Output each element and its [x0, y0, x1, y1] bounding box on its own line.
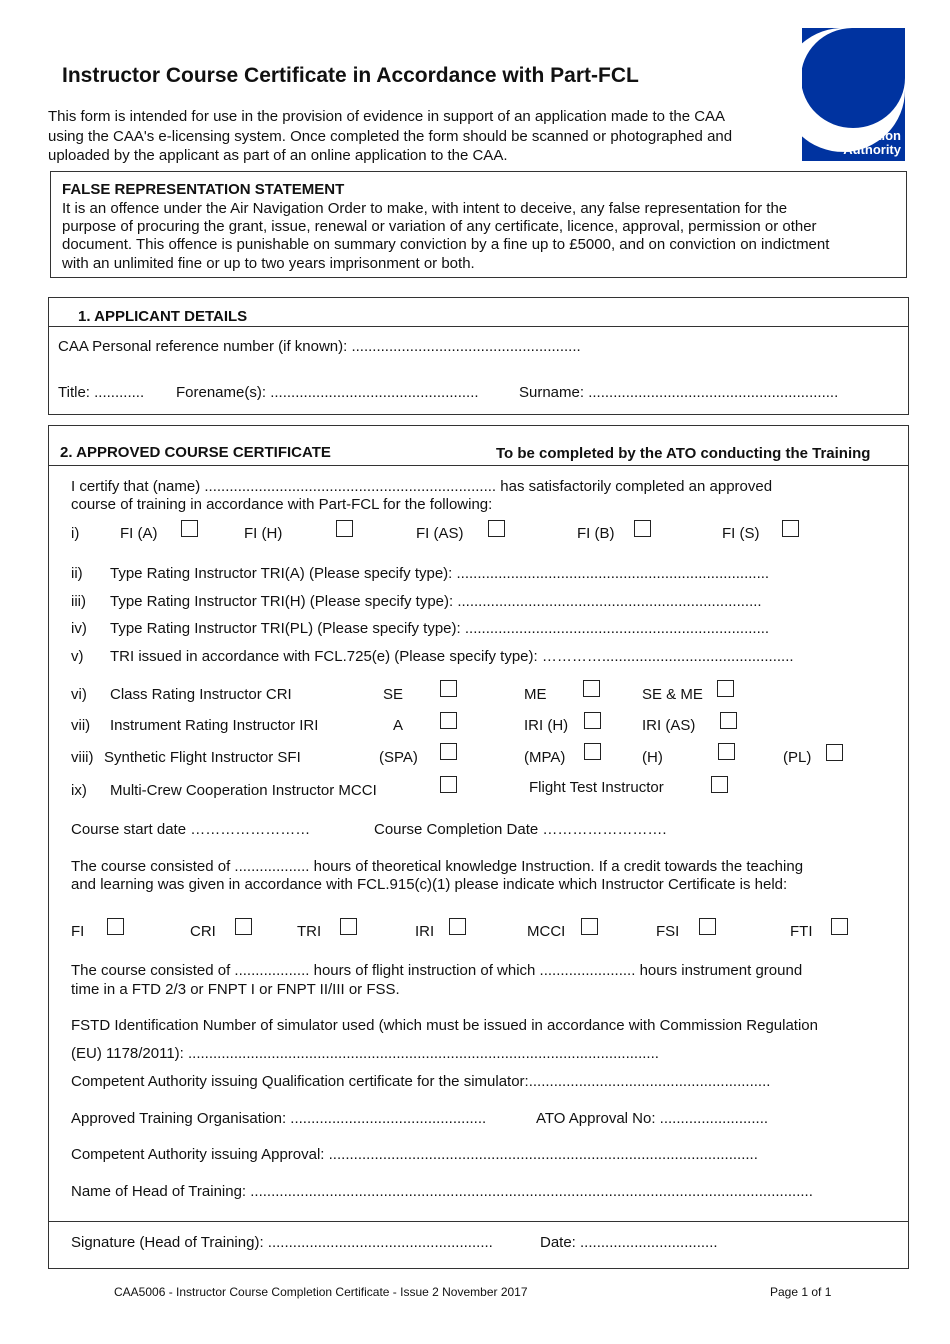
competent-authority-approval-field[interactable]: Competent Authority issuing Approval: .......................................................................................................	[71, 1146, 758, 1163]
section1-divider	[48, 326, 909, 327]
row-i-num: i)	[71, 525, 80, 542]
held-cri-checkbox[interactable]	[235, 918, 252, 935]
fi-h-checkbox[interactable]	[336, 520, 353, 537]
fi-h-label: FI (H)	[244, 525, 283, 542]
iri-as-checkbox[interactable]	[720, 712, 737, 729]
fi-b-label: FI (B)	[577, 525, 615, 542]
iri-as-label: IRI (AS)	[642, 717, 696, 734]
iri-a-checkbox[interactable]	[440, 712, 457, 729]
cri-me-checkbox[interactable]	[583, 680, 600, 697]
theory-hours-line-2: and learning was given in accordance with FCL.915(c)(1) please indicate which Instructor Certificate is held:	[71, 876, 788, 893]
sfi-mpa-checkbox[interactable]	[584, 743, 601, 760]
fstd-line-1: FSTD Identification Number of simulator used (which must be issued in accordance with Commission Regulation	[71, 1017, 818, 1034]
fi-a-checkbox[interactable]	[181, 520, 198, 537]
section2-heading: 2. APPROVED COURSE CERTIFICATE	[60, 444, 331, 461]
intro-line-1: This form is intended for use in the provision of evidence in support of an application made to the CAA	[48, 108, 726, 125]
sfi-spa-label: (SPA)	[379, 749, 418, 766]
section2-heading-right: To be completed by the ATO conducting the Training	[496, 445, 871, 462]
iri-a-label: A	[393, 717, 404, 734]
sfi-label: Synthetic Flight Instructor SFI	[104, 749, 301, 766]
row-iv-num: iv)	[71, 620, 87, 637]
held-cri-label: CRI	[190, 923, 216, 940]
iri-h-checkbox[interactable]	[584, 712, 601, 729]
fi-s-label: FI (S)	[722, 525, 760, 542]
false-statement-line-4: with an unlimited fine or up to two years imprisonment or both.	[62, 255, 475, 272]
caa-reference-field[interactable]: CAA Personal reference number (if known): .......................................................	[58, 338, 581, 355]
course-start-date-field[interactable]: Course start date ……………………	[71, 821, 311, 838]
course-completion-date-field[interactable]: Course Completion Date …………………….	[374, 821, 667, 838]
held-tri-label: TRI	[297, 923, 322, 940]
section1-heading: 1. APPLICANT DETAILS	[78, 308, 248, 325]
intro-line-2: using the CAA's e-licensing system. Once completed the form should be scanned or photographed and	[48, 128, 733, 145]
row-vi-num: vi)	[71, 686, 87, 703]
tri-fcl725-field[interactable]: TRI issued in accordance with FCL.725(e) (Please specify type): …………..............................................	[110, 648, 794, 665]
cri-label: Class Rating Instructor CRI	[110, 686, 292, 703]
flight-hours-line-1[interactable]: The course consisted of .................. hours of flight instruction of which ....................... hours instrument ground	[71, 962, 803, 979]
row-v-num: v)	[71, 648, 84, 665]
signature-divider	[48, 1221, 909, 1222]
held-fi-label: FI	[71, 923, 85, 940]
fstd-id-field[interactable]: (EU) 1178/2011): .................................................................................................................	[71, 1045, 659, 1062]
fti-label: Flight Test Instructor	[529, 779, 664, 796]
iri-h-label: IRI (H)	[524, 717, 569, 734]
tri-pl-field[interactable]: Type Rating Instructor TRI(PL) (Please specify type): .........................................................................	[110, 620, 770, 637]
head-of-training-name-field[interactable]: Name of Head of Training: .......................................................................................................................................	[71, 1183, 813, 1200]
forename-field[interactable]: Forename(s): ..................................................	[176, 384, 479, 401]
held-fti-checkbox[interactable]	[831, 918, 848, 935]
false-statement-line-2: purpose of procuring the grant, issue, renewal or variation of any certificate, licence, approval, permission or other	[62, 218, 817, 235]
footer-page-number: Page 1 of 1	[770, 1285, 832, 1299]
row-viii-num: viii)	[71, 749, 94, 766]
sfi-h-label: (H)	[642, 749, 663, 766]
cri-se-label: SE	[383, 686, 404, 703]
fi-b-checkbox[interactable]	[634, 520, 651, 537]
held-iri-checkbox[interactable]	[449, 918, 466, 935]
ato-field[interactable]: Approved Training Organisation: ...............................................	[71, 1110, 487, 1127]
fi-s-checkbox[interactable]	[782, 520, 799, 537]
fi-as-checkbox[interactable]	[488, 520, 505, 537]
false-statement-line-3: document. This offence is punishable on summary conviction by a fine up to £5000, and on conviction on indictment	[62, 236, 830, 253]
flight-hours-line-2: time in a FTD 2/3 or FNPT I or FNPT II/III or FSS.	[71, 981, 400, 998]
theory-hours-line-1[interactable]: The course consisted of .................. hours of theoretical knowledge Instruction. If a credit towards the teaching	[71, 858, 804, 875]
mcci-checkbox[interactable]	[440, 776, 457, 793]
held-fti-label: FTI	[790, 923, 813, 940]
caa-logo	[802, 28, 905, 161]
sfi-spa-checkbox[interactable]	[440, 743, 457, 760]
false-statement-line-1: It is an offence under the Air Navigation Order to make, with intent to deceive, any false representation for the	[62, 200, 788, 217]
intro-line-3: uploaded by the applicant as part of an online application to the CAA.	[48, 147, 508, 164]
row-iii-num: iii)	[71, 593, 86, 610]
certify-line-1: I certify that (name) ...................................................................... has satisfactorily completed an approved	[71, 478, 773, 495]
held-fsi-label: FSI	[656, 923, 680, 940]
row-ix-num: ix)	[71, 782, 87, 799]
held-iri-label: IRI	[415, 923, 435, 940]
row-vii-num: vii)	[71, 717, 91, 734]
sfi-pl-label: (PL)	[783, 749, 812, 766]
signature-field[interactable]: Signature (Head of Training): ......................................................	[71, 1234, 493, 1251]
cri-me-label: ME	[524, 686, 547, 703]
page-title: Instructor Course Certificate in Accordance with Part-FCL	[62, 64, 639, 87]
held-tri-checkbox[interactable]	[340, 918, 357, 935]
course-certificate-box	[48, 425, 909, 1269]
logo-text-line1: Civil Aviation	[819, 128, 901, 143]
certify-line-2: course of training in accordance with Part-FCL for the following:	[71, 496, 493, 513]
row-ii-num: ii)	[71, 565, 83, 582]
false-statement-heading: FALSE REPRESENTATION STATEMENT	[62, 181, 345, 198]
cri-se-me-label: SE & ME	[642, 686, 703, 703]
fti-checkbox[interactable]	[711, 776, 728, 793]
fi-as-label: FI (AS)	[416, 525, 464, 542]
tri-h-field[interactable]: Type Rating Instructor TRI(H) (Please specify type): .........................................................................	[110, 593, 762, 610]
tri-a-field[interactable]: Type Rating Instructor TRI(A) (Please specify type): ...........................................................................	[110, 565, 770, 582]
iri-label: Instrument Rating Instructor IRI	[110, 717, 319, 734]
sfi-h-checkbox[interactable]	[718, 743, 735, 760]
competent-authority-simulator-field[interactable]: Competent Authority issuing Qualification certificate for the simulator:..........................................................	[71, 1073, 771, 1090]
section2-divider	[48, 465, 909, 466]
sfi-pl-checkbox[interactable]	[826, 744, 843, 761]
held-mcci-label: MCCI	[527, 923, 566, 940]
footer-form-id: CAA5006 - Instructor Course Completion Certificate - Issue 2 November 2017	[114, 1285, 528, 1299]
title-field[interactable]: Title: ............	[58, 384, 145, 401]
cri-se-checkbox[interactable]	[440, 680, 457, 697]
held-fsi-checkbox[interactable]	[699, 918, 716, 935]
ato-approval-no-field[interactable]: ATO Approval No: ..........................	[536, 1110, 769, 1127]
fi-a-label: FI (A)	[120, 525, 158, 542]
sfi-mpa-label: (MPA)	[524, 749, 566, 766]
cri-se-me-checkbox[interactable]	[717, 680, 734, 697]
surname-field[interactable]: Surname: ............................................................	[519, 384, 839, 401]
signature-date-field[interactable]: Date: .................................	[540, 1234, 718, 1251]
mcci-label: Multi-Crew Cooperation Instructor MCCI	[110, 782, 377, 799]
held-mcci-checkbox[interactable]	[581, 918, 598, 935]
logo-text-line2: Authority	[843, 142, 901, 157]
held-fi-checkbox[interactable]	[107, 918, 124, 935]
